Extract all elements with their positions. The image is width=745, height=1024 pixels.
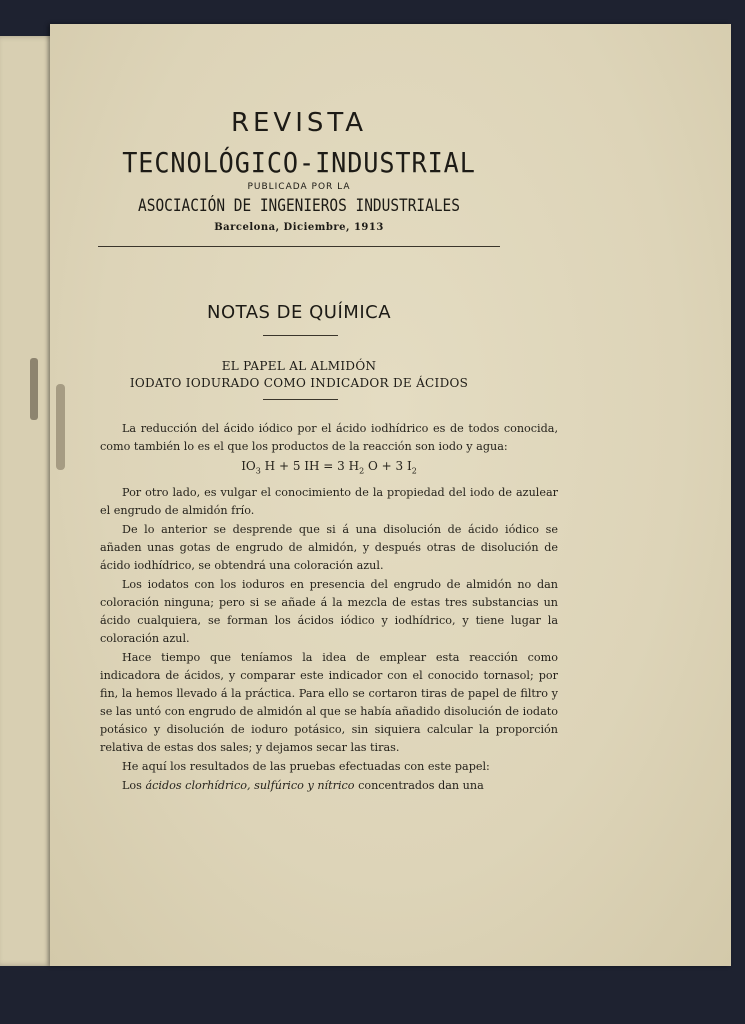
journal-title-line1: REVISTA xyxy=(230,108,368,138)
article-title-line1: EL PAPEL AL ALMIDÓN xyxy=(221,359,377,373)
article-title xyxy=(98,358,500,392)
paragraph-2: Por otro lado, es vulgar el conocimiento de la propiedad del iodo de azulear el engrudo de almidón frío. xyxy=(100,486,558,518)
paragraph-5: Hace tiempo que teníamos la idea de emplear esta reacción como indicadora de ácidos, y comparar este indicador con el conocido tornasol; por fin, la hemos llevado á la práctica. Para ello se cortaron tiras de papel de filtro y se las untó con engrudo de almidón al que se había añadido disolución de iodato potásico y disolución de ioduro potásico, sin siquiera calcular la proporción relativa de estas dos sales; y dejamos secar las tiras. xyxy=(100,651,558,755)
publisher-intro: PUBLICADA POR LA xyxy=(247,182,351,192)
section-divider xyxy=(263,335,338,336)
formula-part-a: IO xyxy=(241,459,256,473)
chemical-formula xyxy=(100,457,558,480)
formula-sub-b: 2 xyxy=(359,466,365,476)
formula-part-b: H + 5 IH = 3 H xyxy=(260,459,360,473)
formula-part-c: O + 3 I xyxy=(364,459,412,473)
formula-sub-c: 2 xyxy=(411,466,417,476)
dateline: Barcelona, Diciembre, 1913 xyxy=(214,222,384,233)
paragraph-6: He aquí los resultados de las pruebas efectuadas con este papel: xyxy=(122,760,490,774)
section-title: NOTAS DE QUÍMICA xyxy=(206,302,392,323)
paragraph-7-italic: ácidos clorhídrico, sulfúrico y nítrico xyxy=(145,779,355,793)
binding-mark xyxy=(56,384,65,470)
article-body xyxy=(100,420,558,796)
paragraph-7-start: Los xyxy=(122,779,146,793)
paragraph-1: La reducción del ácido iódico por el ácido iodhídrico es de todos conocida, como también lo es el que los productos de la reacción son iodo y agua: xyxy=(100,422,558,453)
formula-sub-a: 3 xyxy=(255,466,261,476)
paragraph-7-end: concentrados dan una xyxy=(354,779,484,793)
binding-stain xyxy=(30,358,38,420)
article-title-line2: IODATO IODURADO COMO INDICADOR DE ÁCIDOS xyxy=(129,376,469,390)
paragraph-3: De lo anterior se desprende que si á una disolución de ácido iódico se añaden unas gotas de engrudo de almidón, y después otras de disolución de ácido iodhídrico, se obtendrá una coloración azul. xyxy=(100,523,558,573)
paragraph-4: Los iodatos con los ioduros en presencia del engrudo de almidón no dan coloración ninguna; pero si se añade á la mezcla de estas tres substancias un ácido cualquiera, se forman los ácidos iódico y iodhídrico, y tiene lugar la coloración azul. xyxy=(100,578,558,646)
masthead-divider xyxy=(98,246,500,247)
article-divider xyxy=(263,399,338,400)
paragraph-7 xyxy=(100,777,558,795)
journal-title-line2: TECNOLÓGICO-INDUSTRIAL xyxy=(122,146,476,179)
publisher-name: ASOCIACIÓN DE INGENIEROS INDUSTRIALES xyxy=(138,196,460,216)
masthead xyxy=(98,108,500,236)
